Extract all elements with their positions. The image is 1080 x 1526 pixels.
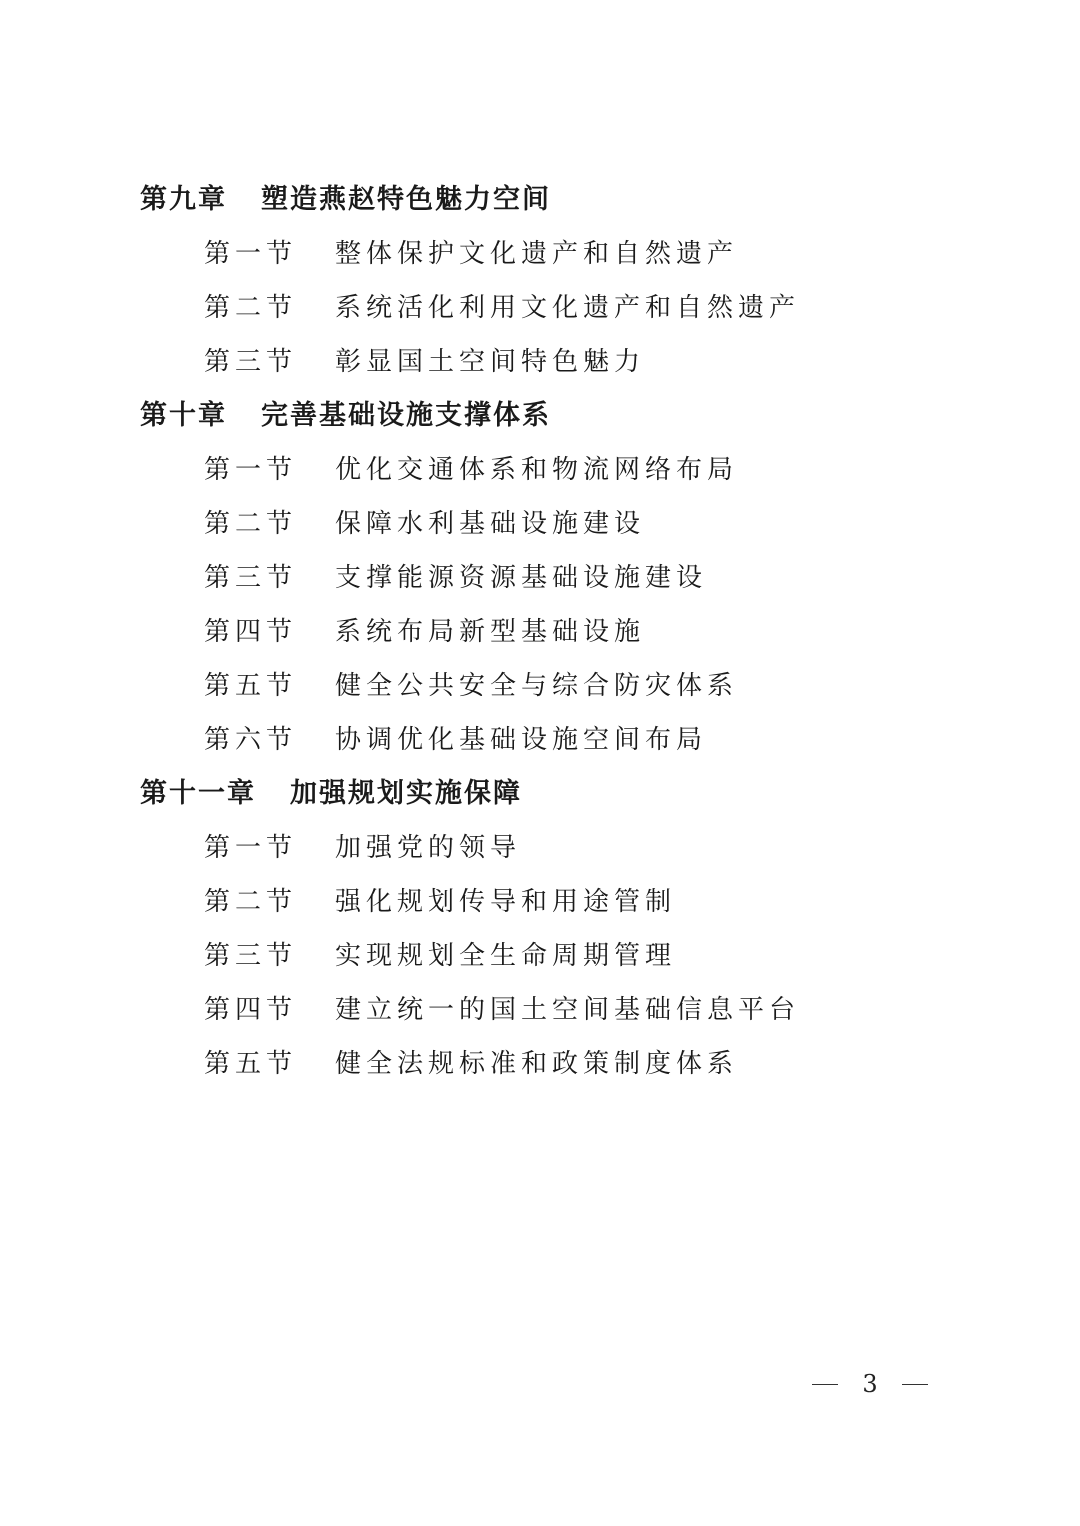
section-number: 第三节 [204,941,298,971]
section-number: 第二节 [204,293,298,323]
section-number: 第六节 [204,725,298,755]
section-number: 第五节 [204,671,298,701]
dash-left [812,1384,838,1385]
section-title: 系统布局新型基础设施 [335,617,646,647]
section-title: 整体保护文化遗产和自然遗产 [335,239,739,269]
toc-section [140,335,940,389]
section-title: 优化交通体系和物流网络布局 [335,455,739,485]
toc-section [140,875,940,929]
chapter-number: 第十章 [140,400,227,431]
section-title: 系统活化利用文化遗产和自然遗产 [335,293,801,323]
toc-section [140,713,940,767]
section-title: 健全公共安全与综合防灾体系 [335,671,739,701]
section-title: 健全法规标准和政策制度体系 [335,1049,739,1079]
toc-section [140,551,940,605]
toc-section [140,659,940,713]
page-number: 3 [862,1370,878,1398]
toc-chapter [140,389,940,443]
toc-section [140,1037,940,1091]
section-number: 第四节 [204,617,298,647]
section-title: 彰显国土空间特色魅力 [335,347,646,377]
section-title: 协调优化基础设施空间布局 [335,725,708,755]
section-number: 第一节 [204,239,298,269]
section-number: 第二节 [204,509,298,539]
toc-section [140,983,940,1037]
toc-chapter [140,767,940,821]
chapter-title: 塑造燕赵特色魅力空间 [261,184,551,215]
section-number: 第五节 [204,1049,298,1079]
section-title: 强化规划传导和用途管制 [335,887,677,917]
dash-right [902,1384,928,1385]
section-number: 第二节 [204,887,298,917]
section-title: 建立统一的国土空间基础信息平台 [335,995,801,1025]
toc-section [140,281,940,335]
section-title: 加强党的领导 [335,833,522,863]
toc-section [140,497,940,551]
toc-section [140,821,940,875]
section-number: 第三节 [204,563,298,593]
chapter-number: 第十一章 [140,778,256,809]
page-number-footer [812,1364,928,1404]
toc-section [140,227,940,281]
section-number: 第一节 [204,455,298,485]
section-number: 第四节 [204,995,298,1025]
chapter-title: 加强规划实施保障 [290,778,522,809]
chapter-title: 完善基础设施支撑体系 [261,400,551,431]
section-number: 第一节 [204,833,298,863]
section-title: 保障水利基础设施建设 [335,509,646,539]
toc-section [140,929,940,983]
section-title: 支撑能源资源基础设施建设 [335,563,708,593]
table-of-contents [140,173,940,1091]
chapter-number: 第九章 [140,184,227,215]
toc-section [140,443,940,497]
section-number: 第三节 [204,347,298,377]
toc-section [140,605,940,659]
toc-chapter [140,173,940,227]
section-title: 实现规划全生命周期管理 [335,941,677,971]
